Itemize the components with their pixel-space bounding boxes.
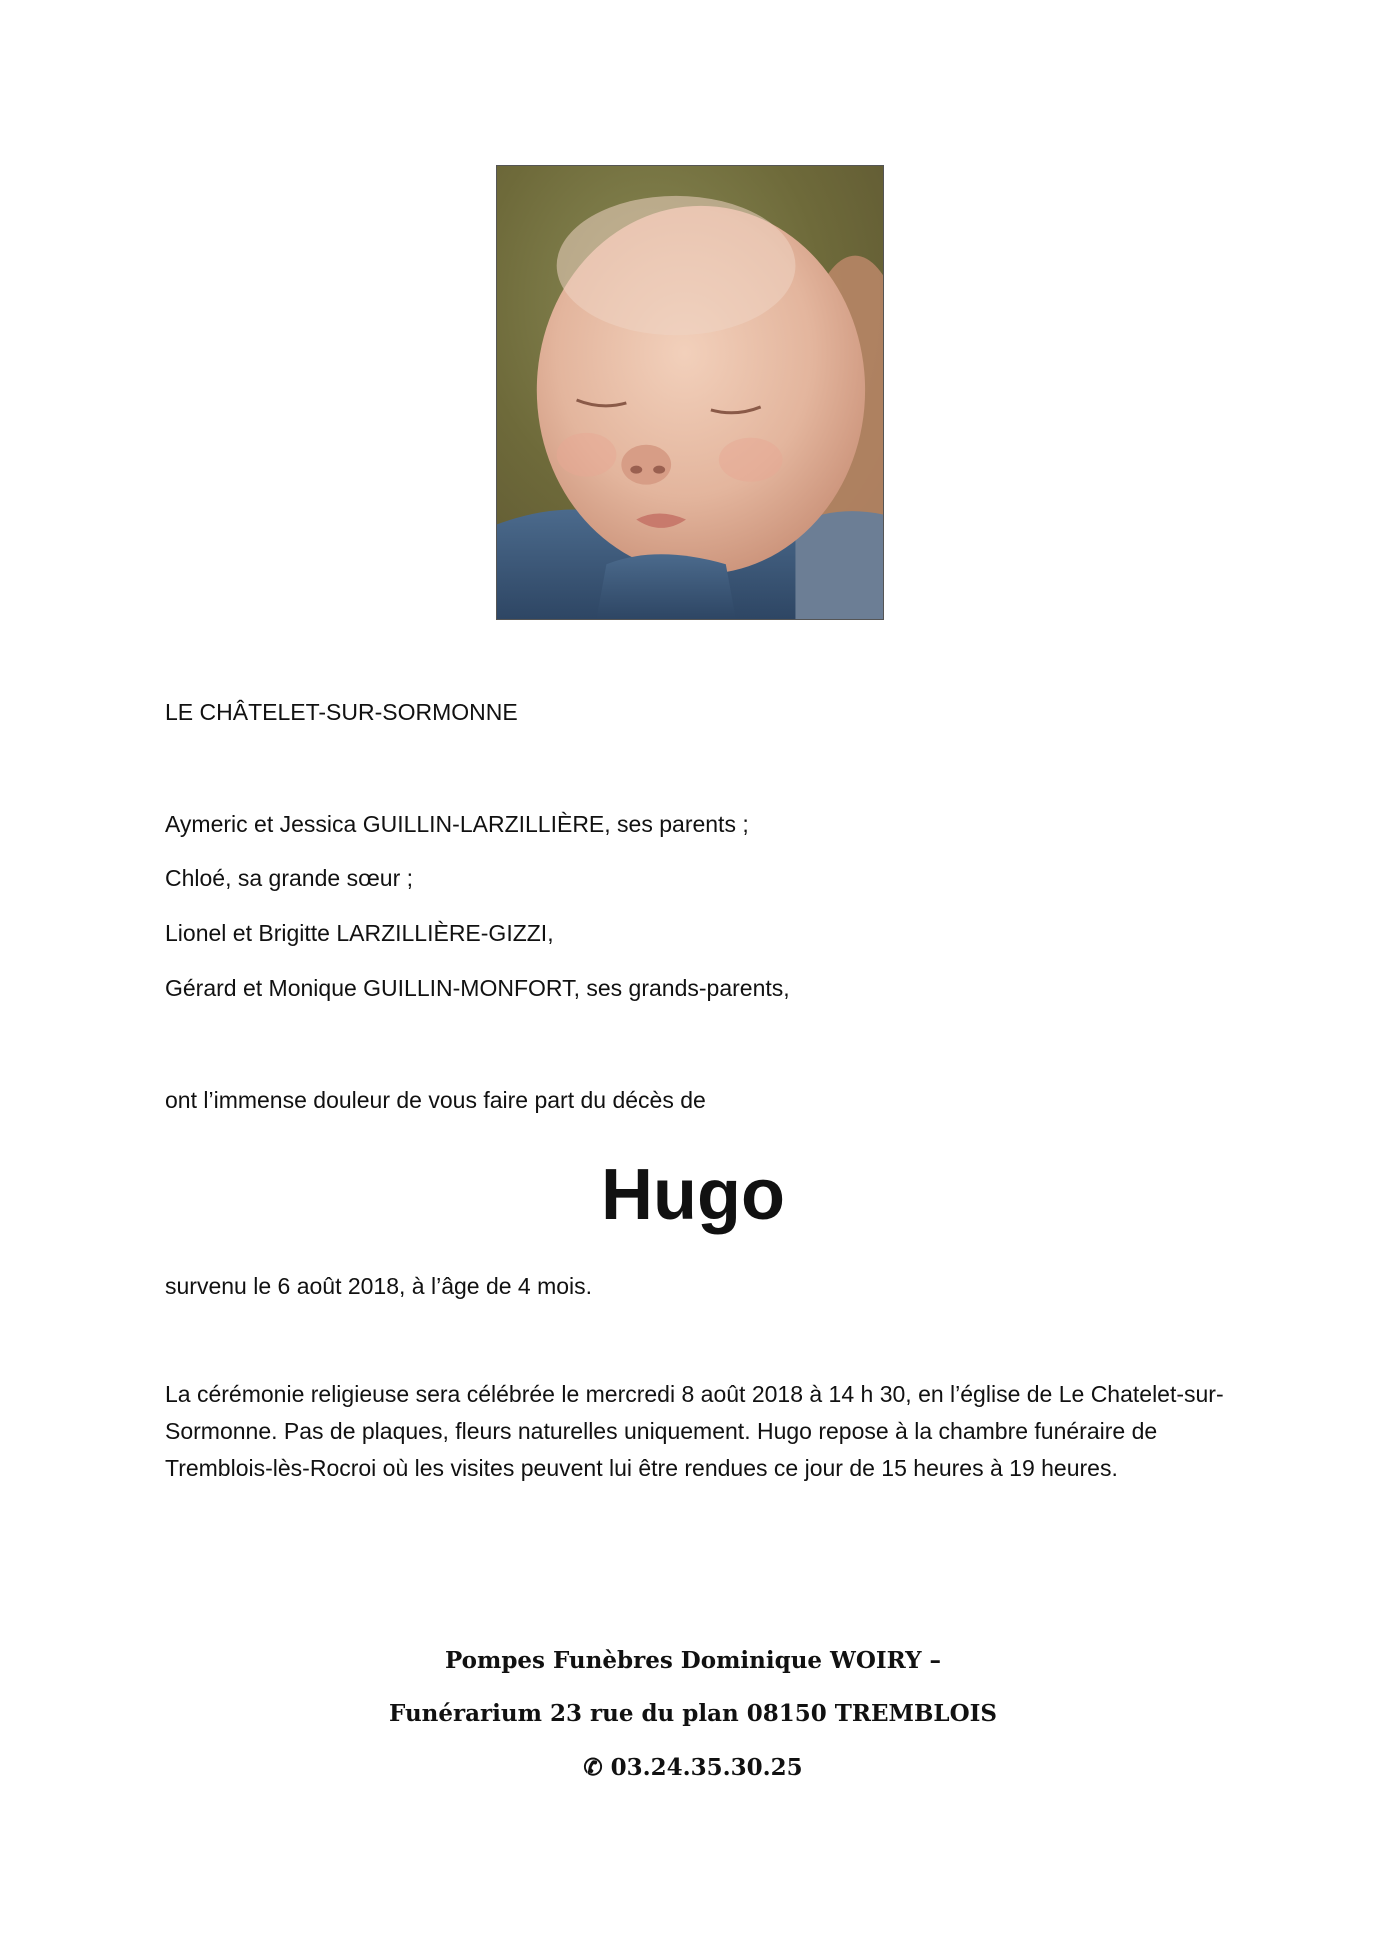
deceased-name: Hugo xyxy=(601,1155,785,1235)
funeral-address: Funérarium 23 rue du plan 08150 TREMBLOIS xyxy=(389,1700,997,1727)
family-line-grandparents-1: Lionel et Brigitte LARZILLIÈRE-GIZZI, xyxy=(165,920,554,946)
phone-icon: ✆ xyxy=(583,1754,603,1781)
family-line-parents: Aymeric et Jessica GUILLIN-LARZILLIÈRE, ses parents ; xyxy=(165,811,749,837)
announcement-text: ont l’immense douleur de vous faire part du décès de xyxy=(165,1087,706,1113)
funeral-phone xyxy=(0,1753,1378,1783)
deceased-photo xyxy=(496,165,884,620)
ceremony-paragraph: La cérémonie religieuse sera célébrée le mercredi 8 août 2018 à 14 h 30, en l’église de Le Chatelet-sur-Sormonne. Pas de plaques, fleurs naturelles uniquement. Hugo repose à la chambre funéraire de Tremblois-lès-Rocroi où les visites peuvent lui être rendues ce jour de 15 heures à 19 heures. xyxy=(165,1381,1224,1481)
family-line-grandparents-2: Gérard et Monique GUILLIN-MONFORT, ses grands-parents, xyxy=(165,975,790,1001)
death-info: survenu le 6 août 2018, à l’âge de 4 mois. xyxy=(165,1273,593,1299)
family-line-sister: Chloé, sa grande sœur ; xyxy=(165,865,414,891)
phone-number: 03.24.35.30.25 xyxy=(610,1754,803,1781)
location-heading: LE CHÂTELET-SUR-SORMONNE xyxy=(165,699,518,725)
funeral-company: Pompes Funèbres Dominique WOIRY – xyxy=(444,1647,942,1674)
baby-portrait-image xyxy=(497,166,883,619)
